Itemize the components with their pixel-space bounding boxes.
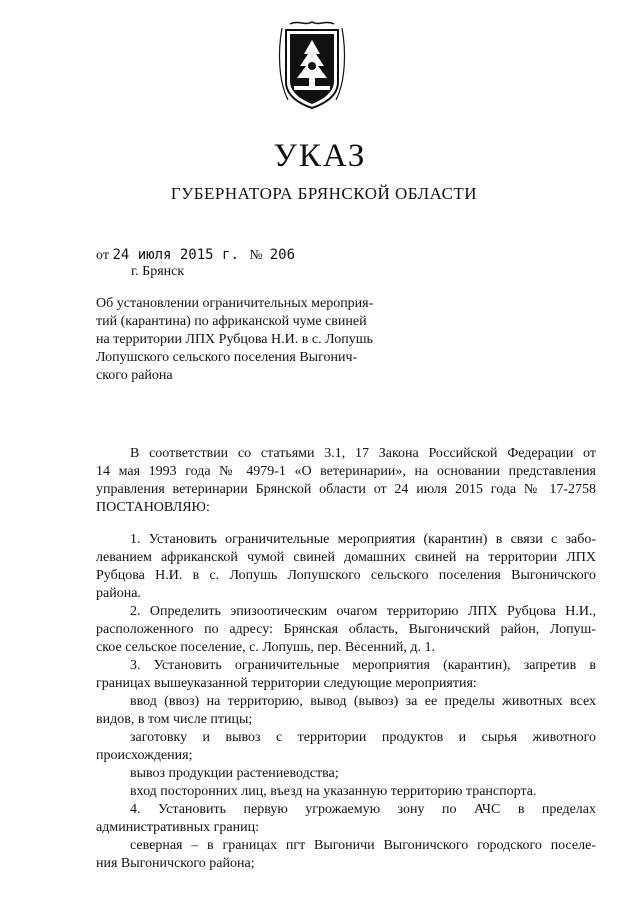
paragraph-line: происхождения; (96, 748, 193, 763)
number-sign: № (249, 248, 263, 263)
preamble (96, 445, 596, 517)
document-number: 206 (269, 247, 296, 263)
subject-line: на территории ЛПХ Рубцова Н.И. в с. Лопушь (96, 332, 373, 347)
document-subject (96, 295, 416, 385)
paragraph-2 (96, 603, 596, 657)
document-title: УКАЗ (273, 138, 367, 174)
paragraph-line: леванием африканской чумой свиней домашних свиней на территории ЛПХ (96, 550, 596, 565)
subject-line: Об установлении ограничительных мероприя- (96, 296, 374, 311)
subject-line: тий (карантина) по африканской чуме свиней (96, 314, 367, 329)
preamble-line: ПОСТАНОВЛЯЮ: (96, 500, 210, 515)
document-date: 24 июля 2015 г. (112, 247, 239, 263)
paragraph-line: ввод (ввоз) на территорию, вывод (вывоз) за ее пределы животных всех (130, 694, 596, 709)
paragraph-line: видов, в том числе птицы; (96, 712, 253, 727)
preamble-line: В соответствии со статьями 3.1, 17 Закона Российской Федерации от (130, 446, 596, 461)
paragraph-line: заготовку и вывоз с территории продуктов и сырья животного (130, 730, 596, 745)
coat-of-arms-icon (276, 20, 348, 112)
paragraph-line: Рубцова Н.И. в с. Лопушь Лопушского сельского поселения Выгоничского (96, 568, 596, 583)
paragraph-line: 1. Установить ограничительные мероприятия (карантин) в связи с забо- (130, 532, 596, 547)
paragraph-line: 4. Установить первую угрожаемую зону по АЧС в пределах (130, 802, 596, 817)
paragraph-line: административных границ: (96, 820, 259, 835)
paragraph-1 (96, 531, 596, 603)
paragraph-4 (96, 801, 596, 873)
paragraph-line: ния Выгоничского района; (96, 856, 255, 871)
paragraph-3 (96, 657, 596, 801)
paragraph-line: вывоз продукции растениеводства; (130, 766, 339, 781)
paragraph-line: ское сельское поселение, с. Лопушь, пер. Весенний, д. 1. (96, 640, 436, 655)
paragraph-line: границах вышеуказанной территории следующие мероприятия: (96, 676, 477, 691)
dateline-prefix: от (96, 248, 109, 263)
paragraph-line: 3. Установить ограничительные мероприятия (карантин), запретив в (130, 658, 596, 673)
subject-line: Лопушского сельского поселения Выгонич- (96, 350, 358, 365)
paragraph-line: вход посторонних лиц, въезд на указанную территорию транспорта. (130, 784, 537, 799)
preamble-line: 14 мая 1993 года № 4979-1 «О ветеринарии», на основании представления (96, 464, 596, 479)
document-body (96, 445, 596, 873)
paragraph-line: расположенного по адресу: Брянская область, Выгоничский район, Лопуш- (96, 622, 596, 637)
paragraph-line: северная – в границах пгт Выгоничи Выгоничского городского поселе- (130, 838, 596, 853)
preamble-line: управления ветеринарии Брянской области от 24 июля 2015 года № 17-2758 (96, 482, 596, 497)
city: г. Брянск (131, 264, 185, 279)
paragraph-line: 2. Определить эпизоотическим очагом территорию ЛПХ Рубцова Н.И., (130, 604, 596, 619)
paragraph-line: района. (96, 586, 141, 601)
dateline (96, 247, 295, 264)
document-subtitle: ГУБЕРНАТОРА БРЯНСКОЙ ОБЛАСТИ (170, 184, 478, 203)
subject-line: ского района (96, 368, 173, 383)
